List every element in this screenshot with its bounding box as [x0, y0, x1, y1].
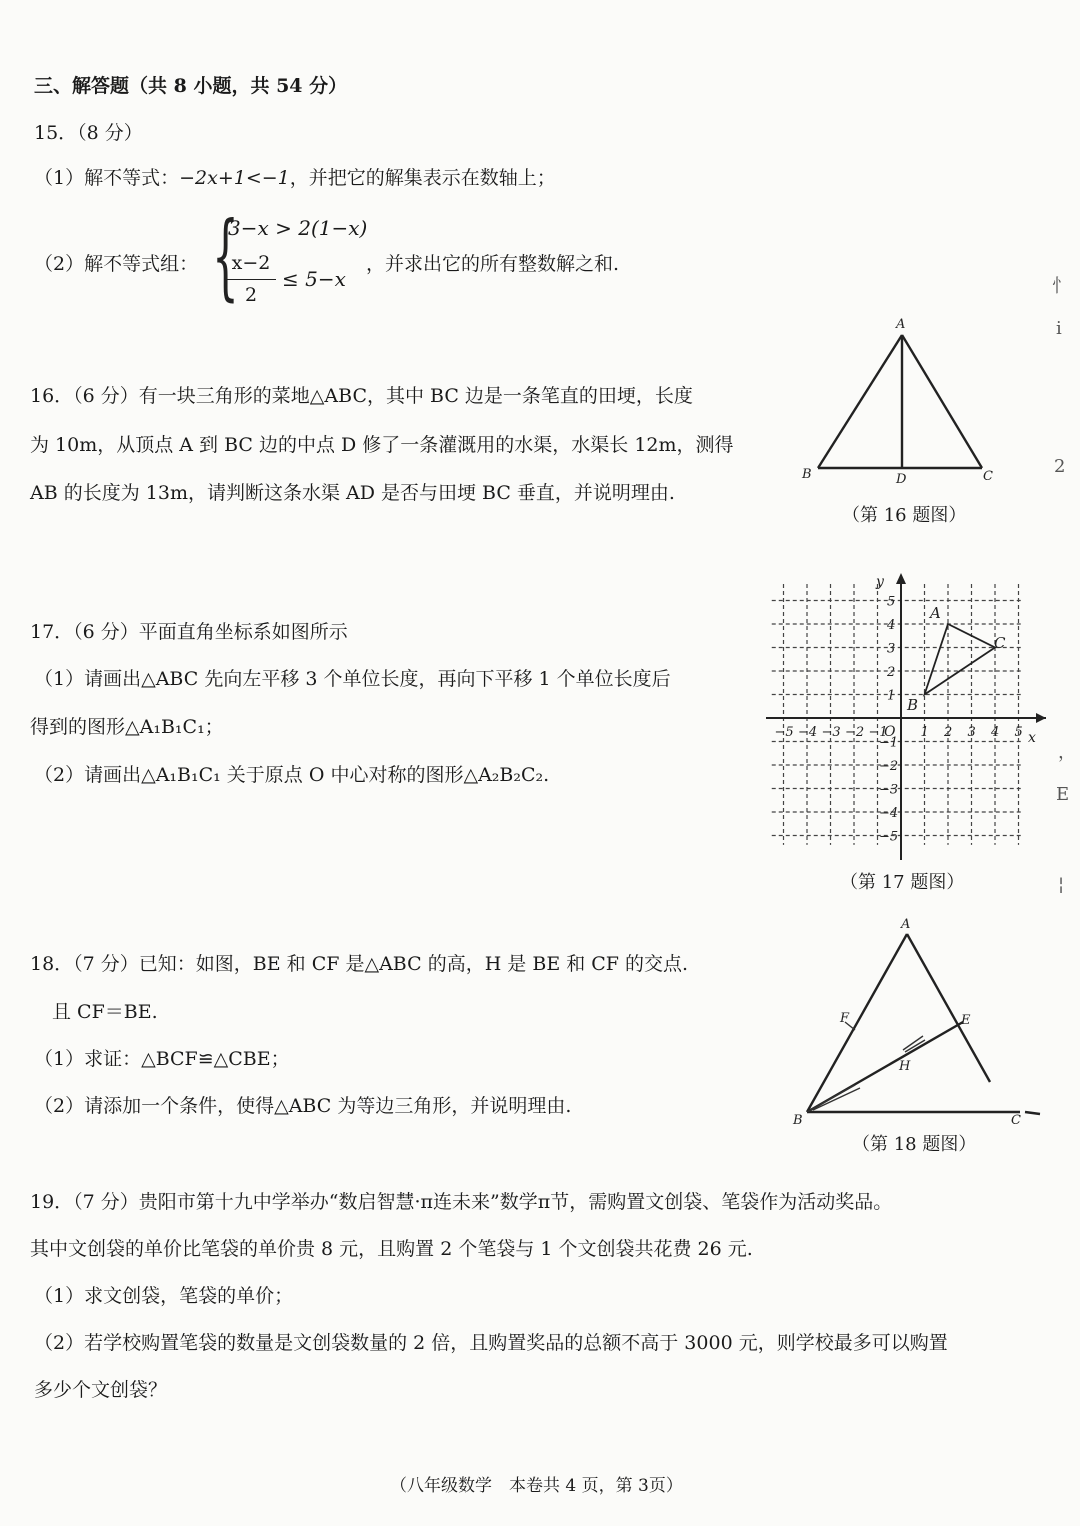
- q16-label-A: A: [896, 317, 906, 332]
- q16-caption: （第 16 题图）: [842, 505, 967, 526]
- q15-part1: [34, 166, 556, 190]
- x-tick-label: −4: [798, 725, 818, 740]
- q17-origin-label: O: [884, 724, 896, 740]
- q16-label-C: C: [983, 469, 993, 484]
- q16-label-B: B: [802, 467, 812, 482]
- q18-line2: 且 CF＝BE.: [52, 1001, 158, 1023]
- y-tick-label: 2: [887, 665, 896, 680]
- y-tick-label: 5: [887, 594, 896, 610]
- q17-label-B: B: [907, 696, 919, 714]
- q17-header: 17．（6 分）平面直角坐标系如图所示: [30, 621, 348, 643]
- fraction-bar: [226, 279, 276, 280]
- q18-header: 18．（7 分）已知：如图，BE 和 CF 是△ABC 的高，H 是 BE 和 CF 的交点.: [30, 953, 689, 975]
- q19-part2-line1: （2）若学校购置笔袋的数量是文创袋数量的 2 倍，且购置奖品的总额不高于 3000 元，则学校最多可以购置: [34, 1332, 948, 1354]
- q17-coordinate-grid: [758, 570, 1058, 866]
- y-tick-label: −3: [879, 782, 899, 798]
- q18-label-F: F: [840, 1011, 850, 1026]
- q15-part1-label: （1）解不等式：: [34, 167, 180, 189]
- y-tick-label: −4: [879, 806, 899, 821]
- q19-part2-line2: 多少个文创袋？: [34, 1379, 168, 1401]
- q18-label-C: C: [1011, 1113, 1021, 1128]
- q17-caption: （第 17 题图）: [840, 872, 965, 893]
- system-line-1: 3−x > 2(1−x): [228, 216, 368, 240]
- q17-part1-line1: （1）请画出△ABC 先向左平移 3 个单位长度，再向下平移 1 个单位长度后: [34, 668, 671, 690]
- margin-mark-5: E: [1056, 784, 1070, 805]
- x-tick-label: −3: [821, 725, 841, 740]
- y-tick-label: 4: [887, 618, 896, 633]
- triangle-abc: [925, 624, 996, 695]
- margin-mark-2: i: [1056, 318, 1062, 339]
- q17-x-axis-label: x: [1028, 730, 1036, 746]
- x-tick-label: 3: [967, 725, 976, 740]
- y-tick-label: −5: [879, 829, 899, 845]
- x-tick-label: 5: [1014, 725, 1023, 740]
- x-tick-label: 1: [920, 725, 929, 740]
- q18-label-E: E: [961, 1013, 971, 1028]
- x-tick-label: −1: [868, 725, 888, 740]
- margin-mark-1: 忄: [1052, 276, 1070, 297]
- q18-part1: （1）求证：△BCF≌△CBE；: [34, 1048, 290, 1070]
- y-tick-label: 1: [887, 688, 896, 704]
- q15-part2-instruction: ，并求出它的所有整数解之和.: [366, 253, 620, 275]
- q19-line1: 19．（7 分）贵阳市第十九中学举办“数启智慧·π连未来”数学π节，需购置文创袋、笔袋作为活动奖品。: [30, 1191, 893, 1213]
- page-footer: （八年级数学 本卷共 4 页，第 3页）: [390, 1476, 683, 1496]
- q18-part2: （2）请添加一个条件，使得△ABC 为等边三角形，并说明理由.: [34, 1095, 572, 1117]
- x-tick-label: 2: [944, 725, 953, 740]
- fraction-denominator: 2: [244, 284, 258, 306]
- q18-label-H: H: [899, 1059, 911, 1074]
- q16-line2: 为 10m，从顶点 A 到 BC 边的中点 D 修了一条灌溉用的水渠，水渠长 12m，测得: [30, 434, 734, 456]
- q16-label-D: D: [896, 472, 907, 487]
- q17-label-C: C: [994, 634, 1006, 652]
- q19-line2: 其中文创袋的单价比笔袋的单价贵 8 元，且购置 2 个笔袋与 1 个文创袋共花费 26 元.: [30, 1238, 753, 1260]
- fraction-numerator: x−2: [231, 252, 271, 274]
- q19-part1: （1）求文创袋，笔袋的单价；: [34, 1285, 294, 1307]
- q18-caption: （第 18 题图）: [852, 1134, 977, 1155]
- q15-header: 15．（8 分）: [34, 122, 143, 144]
- q18-triangle-figure: [785, 912, 1050, 1132]
- margin-mark-6: ¦: [1058, 874, 1065, 895]
- x-tick-label: −5: [774, 725, 794, 740]
- y-tick-label: −2: [879, 759, 899, 774]
- q15-part1-inequality: −2x+1<−1: [179, 167, 290, 189]
- section-heading: 三、解答题（共 8 小题，共 54 分）: [34, 75, 348, 97]
- x-tick-label: −2: [845, 725, 865, 740]
- q15-part1-instruction: ，并把它的解集表示在数轴上；: [289, 167, 556, 189]
- q16-header: 16．（6 分）有一块三角形的菜地△ABC，其中 BC 边是一条笔直的田埂，长度: [30, 385, 693, 407]
- system-line-2-rhs: ≤ 5−x: [282, 267, 346, 291]
- q17-y-axis-label: y: [876, 574, 884, 590]
- q17-part2: （2）请画出△A₁B₁C₁ 关于原点 O 中心对称的图形△A₂B₂C₂.: [34, 764, 550, 786]
- q17-label-A: A: [930, 604, 941, 622]
- x-tick-label: 4: [991, 725, 1000, 740]
- margin-mark-3: 2: [1054, 456, 1066, 477]
- q18-label-A: A: [901, 917, 911, 932]
- q16-line3: AB 的长度为 13m，请判断这条水渠 AD 是否与田埂 BC 垂直，并说明理由.: [30, 482, 675, 504]
- y-tick-label: 3: [887, 641, 896, 657]
- q17-part1-line2: 得到的图形△A₁B₁C₁；: [30, 716, 224, 738]
- y-tick-label: −1: [879, 735, 899, 751]
- q18-label-B: B: [793, 1113, 803, 1128]
- q16-triangle-figure: [790, 310, 1010, 490]
- q15-part2-label: （2）解不等式组：: [34, 253, 199, 275]
- margin-mark-4: ，: [1058, 742, 1076, 763]
- inequality-system-brace: {: [212, 202, 239, 311]
